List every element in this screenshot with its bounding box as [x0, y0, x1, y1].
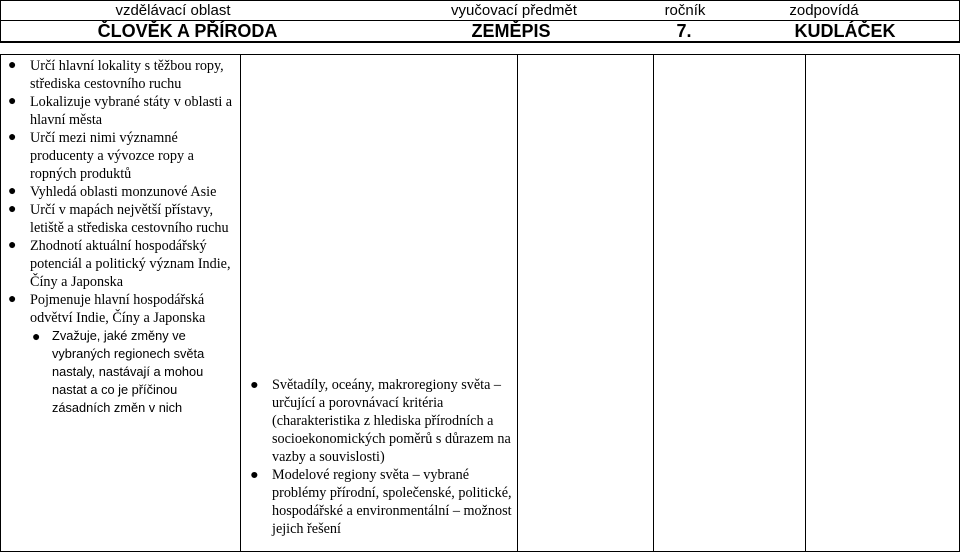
list-item: ● Světadíly, oceány, makroregiony světa – určující a porovnávací kritéria (charakteristika z hlediska přírodních a socioekonomických poměrů s důrazem na vazby a souvislosti)	[250, 377, 511, 465]
bullet-icon: ●	[8, 94, 17, 109]
bullet-icon: ●	[250, 377, 259, 393]
outcomes-column	[6, 57, 234, 417]
bullet-icon: ●	[8, 238, 17, 253]
list-item: ● Zhodnotí aktuální hospodářský potenciál a politický význam Indie, Číny a Japonska	[8, 238, 231, 290]
header-left-border	[0, 0, 1, 42]
outcomes-list	[6, 57, 234, 417]
value-responsible: KUDLÁČEK	[794, 21, 896, 41]
bullet-icon: ●	[250, 467, 259, 483]
header-mid-border	[0, 20, 960, 21]
list-item: ● Určí hlavní lokality s těžbou ropy, střediska cestovního ruchu	[8, 58, 224, 92]
list-item: ● Modelové regiony světa – vybrané problémy přírodní, společenské, politické, hospodářské a environmentální – možnost jejich řešení	[250, 467, 512, 537]
bullet-icon: ●	[8, 292, 17, 307]
list-item: ● Určí v mapách největší přístavy, letiště a střediska cestovního ruchu	[8, 202, 229, 236]
label-responsible: zodpovídá	[789, 2, 859, 19]
list-item: ● Lokalizuje vybrané státy v oblasti a hlavní města	[8, 94, 233, 128]
list-item: ● Vyhledá oblasti monzunové Asie	[8, 184, 217, 200]
list-item: ● Pojmenuje hlavní hospodářská odvětví Indie, Číny a Japonska	[8, 292, 206, 326]
curriculum-column	[250, 376, 515, 538]
column-divider-1	[240, 54, 241, 552]
header-top-border	[0, 0, 960, 1]
bullet-icon: ●	[8, 184, 17, 199]
curriculum-list	[250, 376, 515, 538]
column-divider-3	[653, 54, 654, 552]
value-educational-area: ČLOVĚK A PŘÍRODA	[97, 21, 278, 41]
bullet-icon: ●	[8, 202, 17, 217]
bullet-icon: ●	[8, 58, 17, 73]
label-grade: ročník	[664, 2, 706, 19]
value-subject: ZEMĚPIS	[471, 21, 551, 41]
list-item: ● Určí mezi nimi významné producenty a vývozce ropy a ropných produktů	[8, 130, 194, 182]
table-left-border	[0, 54, 1, 552]
list-item: ● Zvažuje, jaké změny ve vybraných regionech světa nastaly, nastávají a mohou nastat a co je příčinou zásadních změn v nich	[32, 328, 205, 415]
subject-header	[0, 0, 960, 42]
header-bottom-border	[0, 41, 960, 43]
value-grade: 7.	[676, 21, 692, 41]
bullet-icon: ●	[32, 328, 41, 344]
label-educational-area: vzdělávací oblast	[115, 2, 231, 19]
column-divider-4	[805, 54, 806, 552]
bullet-icon: ●	[8, 130, 17, 145]
label-subject: vyučovací předmět	[451, 2, 577, 19]
column-divider-2	[517, 54, 518, 552]
table-top-border	[0, 54, 960, 55]
